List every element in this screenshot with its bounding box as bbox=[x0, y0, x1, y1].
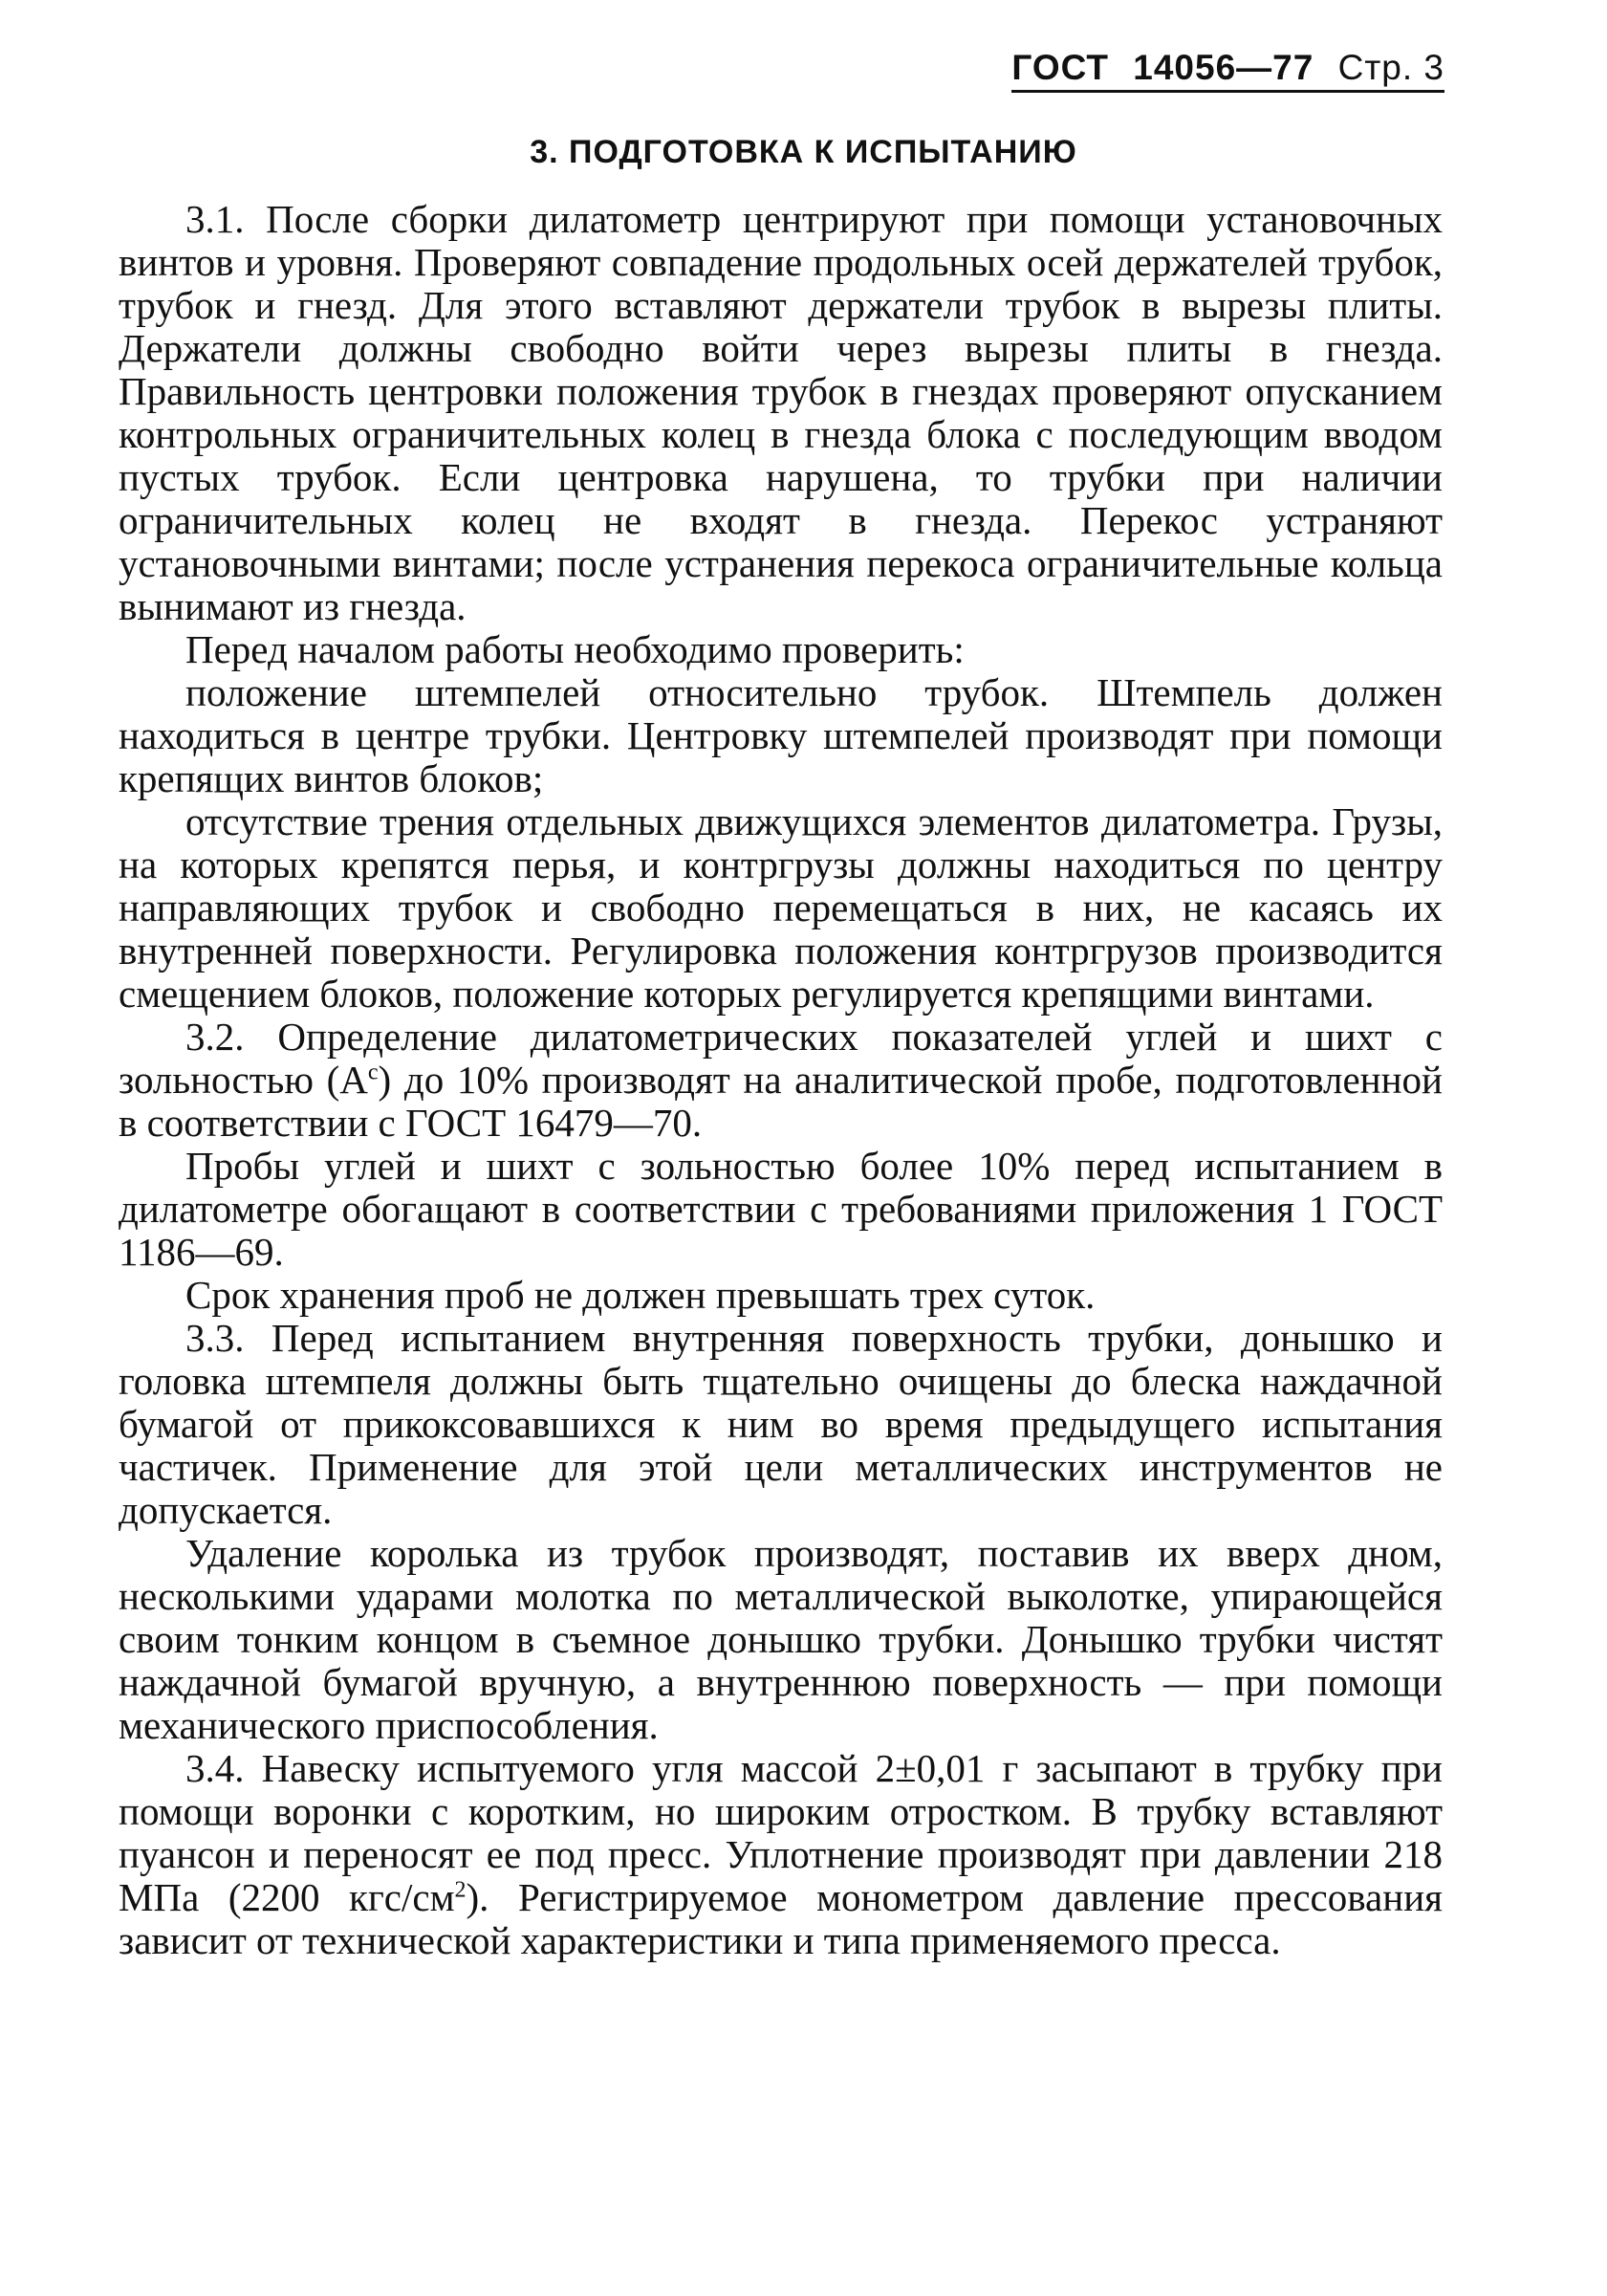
paragraph: 3.1. После сборки дилатометр центрируют при помощи установочных винтов и уровня. Проверяют совпадение продольных осей держателей трубок, трубок и гнезд. Для этого вставляют держатели трубок в вырезы плиты. Держатели должны свободно войти через вырезы плиты в гнезда. Правильность центровки положения трубок в гнездах проверяют опусканием контрольных ограничительных колец в гнезда блока с последующим вводом пустых трубок. Если центровка нарушена, то трубки при наличии ограничительных колец не входят в гнезда. Перекос устраняют установочными винтами; после устранения перекоса ограничительные кольца вынимают из гнезда. bbox=[119, 197, 1443, 628]
paragraph: Перед началом работы необходимо проверить: bbox=[185, 627, 965, 671]
standard-label: ГОСТ bbox=[1011, 48, 1109, 87]
paragraph: положение штемпелей относительно трубок. Штемпель должен находиться в центре трубки. Центровку штемпелей производят при помощи крепящих винтов блоков; bbox=[119, 670, 1443, 800]
page-number: Стр. 3 bbox=[1337, 48, 1444, 87]
paragraph: 3.3. Перед испытанием внутренняя поверхность трубки, донышко и головка штемпеля должны быть тщательно очищены до блеска наждачной бумагой от прикоксовавшихся к ним во время предыдущего испытания частичек. Применение для этой цели металлических инструментов не допускается. bbox=[119, 1316, 1443, 1532]
section-title: 3. ПОДГОТОВКА К ИСПЫТАНИЮ bbox=[530, 134, 1077, 170]
paragraph: Удаление королька из трубок производят, поставив их вверх дном, несколькими ударами молотка по металлической выколотке, упирающейся своим тонким концом в съемное донышко трубки. Донышко трубки чистят наждачной бумагой вручную, а внутреннюю поверхность — при помощи механического приспособления. bbox=[119, 1531, 1443, 1747]
paragraph: 3.2. Определение дилатометрических показателей углей и шихт с зольностью $(A^c)$ до 10% производят на аналитической пробе, подготовленной в соответствии с ГОСТ 16479—70. bbox=[119, 1015, 1443, 1145]
paragraph: 3.4. Навеску испытуемого угля массой 2±0,01 г засыпают в трубку при помощи воронки с коротким, но широким отростком. В трубку вставляют пуансон и переносят ее под пресс. Уплотнение производят при давлении 218 МПа (2200 кгс/$см^2$). Регистрируемое монометром давление прессования зависит от технической характеристики и типа применяемого пресса. bbox=[119, 1746, 1443, 1962]
paragraph: Пробы углей и шихт с зольностью более 10% перед испытанием в дилатометре обогащают в соответствии с требованиями приложения 1 ГОСТ 1186—69. bbox=[119, 1144, 1443, 1274]
body-text bbox=[119, 198, 1443, 1962]
page-header bbox=[1011, 48, 1444, 93]
paragraph: Срок хранения проб не должен превышать трех суток. bbox=[185, 1273, 1096, 1317]
standard-number: 14056—77 bbox=[1133, 48, 1314, 87]
paragraph: отсутствие трения отдельных движущихся элементов дилатометра. Грузы, на которых крепятся перья, и контргрузы должны находиться по центру направляющих трубок и свободно перемещаться в них, не касаясь их внутренней поверхности. Регулировка положения контргрузов производится смещением блоков, положение которых регулируется крепящими винтами. bbox=[119, 799, 1443, 1016]
